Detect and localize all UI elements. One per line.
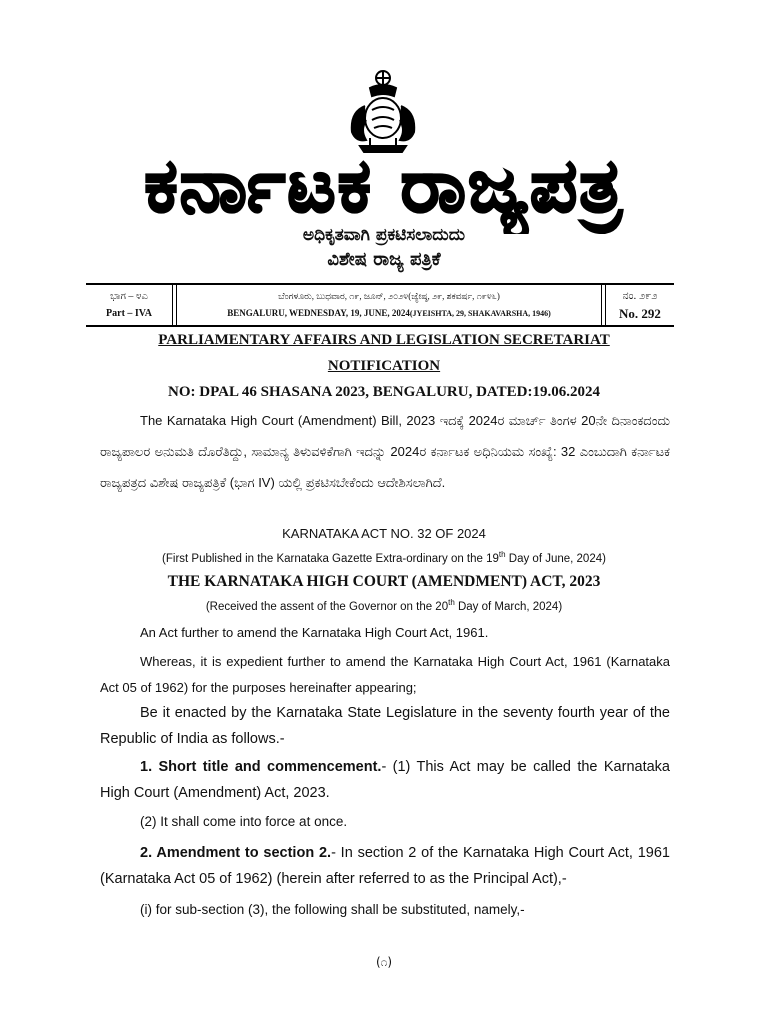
number-english: No. 292 — [619, 306, 661, 321]
kannada-paragraph — [100, 405, 670, 498]
part-english: Part – IVA — [106, 308, 152, 319]
section-2-clause-i: (i) for sub-section (3), the following shall be substituted, namely,- — [140, 902, 525, 917]
gazette-info-bar — [86, 283, 674, 327]
section-1-subsection-2: (2) It shall come into force at once. — [140, 814, 348, 829]
date-english-saka: (JYEISHTA, 29, SHAKAVARSHA, 1946) — [409, 309, 551, 318]
page-number: (೧) — [375, 955, 393, 969]
gazette-masthead-title: ಕರ್ನಾಟಕ ರಾಜ್ಯಪತ್ರ — [144, 143, 624, 229]
date-kannada: ಬೆಂಗಳೂರು, ಬುಧವಾರ, ೧೯, ಜೂನ್, ೨೦೨೪(ಜ್ಯೇಷ್ಠ, ೨೯, ಶಕವರ್ಷ, ೧೯೪೬) — [278, 291, 500, 301]
section-2-paragraph — [100, 840, 670, 892]
gazette-subtitle-official: ಅಧಿಕೃತವಾಗಿ ಪ್ರಕಟಿಸಲಾದುದು — [302, 225, 466, 245]
section-1-text: - (1) This Act may be called the Karnataka High Court (Amendment) Act, 2023. — [100, 759, 670, 801]
number-kannada: ನಂ. ೨೯೨ — [622, 290, 658, 302]
first-published-note: (First Published in the Karnataka Gazette Extra-ordinary on the 19th Day of June, 2024) — [162, 550, 606, 565]
kannada-paragraph-lead: The Karnataka High Court (Amendment) Bill, 2023 — [140, 413, 440, 428]
notification-heading: NOTIFICATION — [327, 358, 441, 374]
section-2-heading: 2. Amendment to section 2. — [140, 845, 332, 861]
act-number: KARNATAKA ACT NO. 32 OF 2024 — [282, 526, 486, 541]
section-1-paragraph — [100, 754, 670, 806]
gazette-subtitle-extraordinary: ವಿಶೇಷ ರಾಜ್ಯ ಪತ್ರಿಕೆ — [327, 249, 441, 270]
kannada-paragraph-text: ಇದಕ್ಕೆ 2024ರ ಮಾರ್ಚ್ ತಿಂಗಳ 20ನೇ ದಿನಾಂಕದಂದು ರಾಜ್ಯಪಾಲರ ಅನುಮತಿ ದೊರೆತಿದ್ದು, ಸಾಮಾನ್ಯ ತಿಳುವಳಿಕೆಗಾಗಿ ಇದನ್ನು 2024ರ ಕರ್ನಾಟಕ ಅಧಿನಿಯಮ ಸಂಖ್ಯೆ: 32 ಎಂಬುದಾಗಿ ಕರ್ನಾಟಕ ರಾಜ್ಯಪತ್ರದ ವಿಶೇಷ ರಾಜ್ಯಪತ್ರಿಕೆ (ಭಾಗ IV) ಯಲ್ಲಿ ಪ್ರಕಟಿಸಬೇಕೆಂದು ಆದೇಶಿಸಲಾಗಿದೆ. — [100, 413, 670, 490]
date-cell — [176, 285, 602, 325]
enacting-paragraph: Be it enacted by the Karnataka State Legislature in the seventy fourth year of the Republic of India as follows.- — [100, 705, 670, 747]
date-english-main: BENGALURU, WEDNESDAY, 19, JUNE, 2024 — [227, 308, 410, 318]
act-title: THE KARNATAKA HIGH COURT (AMENDMENT) ACT, 2023 — [167, 573, 601, 590]
assent-note: (Received the assent of the Governor on the 20th Day of March, 2024) — [205, 598, 563, 613]
long-title-paragraph: An Act further to amend the Karnataka High Court Act, 1961. — [140, 625, 489, 640]
part-kannada: ಭಾಗ – ೪ಎ — [110, 291, 148, 302]
section-2-text: - In section 2 of the Karnataka High Court Act, 1961 (Karnataka Act 05 of 1962) (herein after referred to as the Principal Act),- — [100, 845, 670, 887]
secretariat-heading: PARLIAMENTARY AFFAIRS AND LEGISLATION SECRETARIAT — [158, 332, 610, 348]
whereas-paragraph: Whereas, it is expedient further to amend the Karnataka High Court Act, 1961 (Karnataka Act 05 of 1962) for the purposes hereinafter appearing; — [100, 654, 670, 695]
part-cell — [86, 285, 173, 325]
section-1-heading: 1. Short title and commencement. — [140, 759, 382, 775]
notification-number: NO: DPAL 46 SHASANA 2023, BENGALURU, DATED:19.06.2024 — [168, 384, 600, 400]
number-cell — [605, 285, 674, 325]
date-english — [227, 305, 551, 322]
